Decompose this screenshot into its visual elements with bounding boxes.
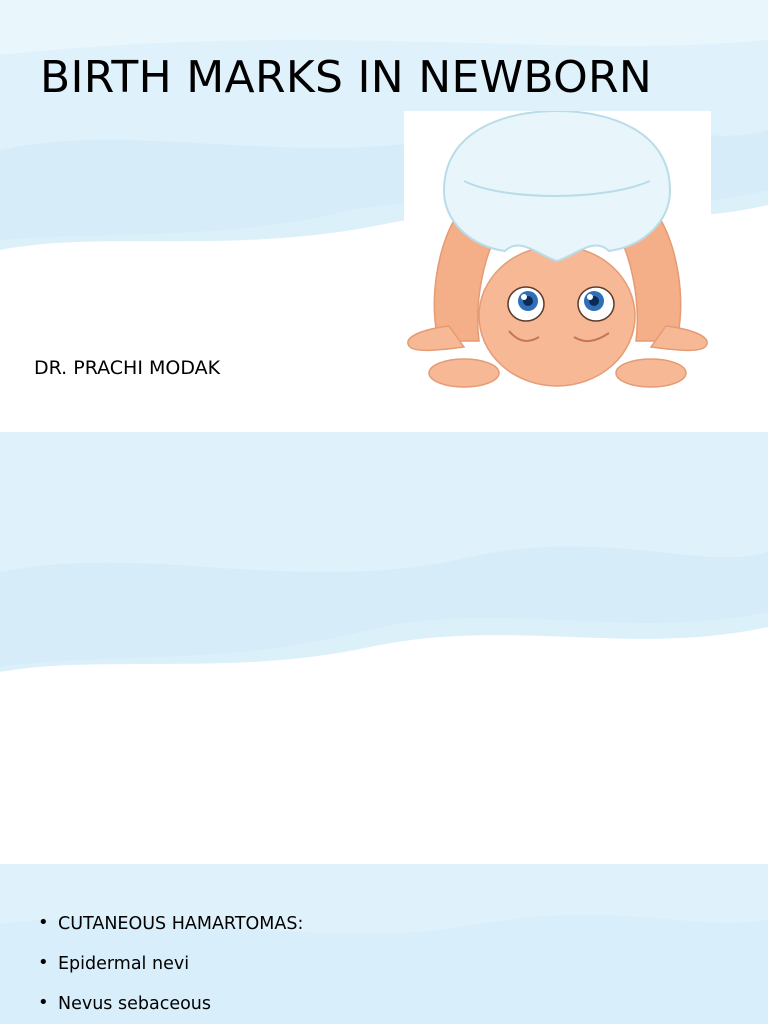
birthmarks-list-slide — [0, 432, 768, 864]
hamartomas-slide — [0, 864, 768, 1024]
list-item — [38, 914, 303, 935]
list-item — [38, 954, 303, 975]
author-name: DR. PRACHI MODAK — [34, 357, 221, 379]
baby-illustration — [404, 111, 711, 396]
bullet-icon: • — [38, 952, 49, 973]
title-slide — [0, 0, 768, 432]
baby-upside-down-icon — [404, 111, 711, 396]
slide-title: BIRTH MARKS IN NEWBORN — [40, 52, 653, 103]
bullet-icon: • — [38, 992, 49, 1013]
list-item-text: Epidermal nevi — [58, 954, 190, 974]
list-item — [38, 994, 303, 1015]
list-item-text: CUTANEOUS HAMARTOMAS: — [58, 914, 304, 934]
wave-background — [0, 432, 768, 864]
list-item-text: Nevus sebaceous — [58, 994, 212, 1014]
bullet-icon: • — [38, 912, 49, 933]
hamartomas-list — [38, 914, 303, 1024]
